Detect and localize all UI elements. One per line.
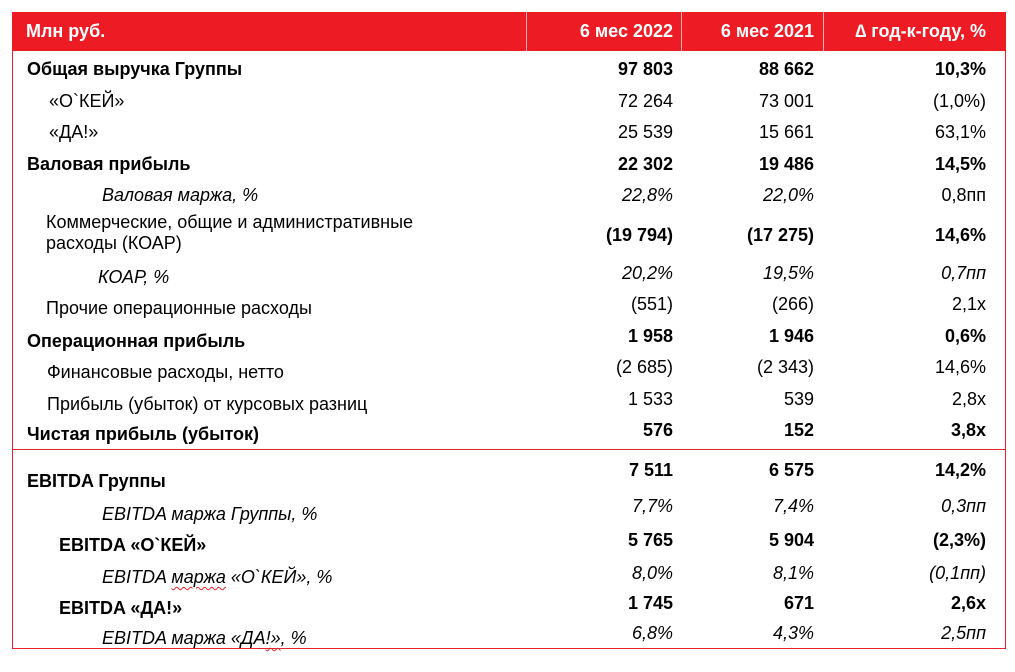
row-label: Валовая прибыль — [27, 154, 191, 174]
row-label: EBITDA Группы — [27, 471, 166, 491]
value-2021: 6 575 — [768, 460, 814, 480]
table-row — [12, 325, 1006, 349]
value-2021: 671 — [783, 593, 814, 613]
header-col-2022: 6 мес 2022 — [579, 21, 673, 41]
value-2022: (2 685) — [615, 357, 673, 377]
table-row — [12, 459, 1006, 491]
value-2021: 8,1% — [772, 563, 814, 583]
row-label: Чистая прибыль (убыток) — [27, 424, 260, 444]
table-row — [12, 58, 1006, 80]
value-2021: (2 343) — [756, 357, 814, 377]
value-change: 10,3% — [934, 59, 986, 79]
value-2021: 22,0% — [762, 185, 814, 205]
value-2022: 25 539 — [617, 122, 673, 142]
value-change: 14,2% — [934, 460, 986, 480]
table-row — [12, 592, 1006, 618]
table-row — [12, 419, 1006, 443]
value-change: 14,6% — [934, 225, 986, 245]
value-2022: 1 745 — [627, 593, 673, 613]
value-2021: 19,5% — [762, 263, 814, 283]
table-row — [12, 184, 1006, 206]
row-label: Общая выручка Группы — [27, 59, 243, 79]
value-change: 2,5пп — [941, 623, 986, 643]
section-divider — [12, 449, 1006, 450]
value-change: (2,3%) — [932, 530, 986, 550]
header-col-2021: 6 мес 2021 — [720, 21, 814, 41]
value-2022: 97 803 — [617, 59, 673, 79]
table-bottom-border — [12, 648, 1006, 649]
value-change: 2,1x — [951, 294, 986, 314]
value-2022: 5 765 — [627, 530, 673, 550]
value-change: 3,8x — [950, 420, 986, 440]
value-2021: 539 — [783, 389, 814, 409]
row-label: Коммерческие, общие и административные расходы (КОАР) — [46, 212, 414, 253]
header-separator — [526, 12, 527, 51]
value-change: 0,7пп — [941, 263, 986, 283]
value-2022: 1 533 — [627, 389, 673, 409]
table-row — [12, 293, 1006, 317]
value-2022: 576 — [642, 420, 673, 440]
row-label: Прибыль (убыток) от курсовых разниц — [47, 394, 368, 414]
value-2021: 5 904 — [768, 530, 814, 550]
value-2022: 72 264 — [617, 91, 673, 111]
value-change: 63,1% — [934, 122, 986, 142]
table-row — [12, 90, 1006, 112]
row-label: EBITDA маржа «ДА!», % — [102, 628, 307, 648]
value-2022: 22 302 — [617, 154, 673, 174]
value-2022: 8,0% — [631, 563, 673, 583]
value-2021: 15 661 — [758, 122, 814, 142]
value-change: 0,3пп — [941, 496, 986, 516]
value-change: (1,0%) — [932, 91, 986, 111]
value-2022: 22,8% — [621, 185, 673, 205]
value-change: 0,8пп — [941, 185, 986, 205]
value-2022: 7 511 — [628, 460, 673, 480]
row-label: «О`КЕЙ» — [49, 91, 125, 111]
value-2021: 1 946 — [768, 326, 814, 346]
value-2022: 7,7% — [631, 496, 673, 516]
header-label: Млн руб. — [26, 21, 106, 41]
row-label: EBITDA маржа «О`КЕЙ», % — [102, 567, 333, 587]
table-row — [12, 495, 1006, 524]
value-2022: (19 794) — [605, 225, 673, 245]
value-2021: (17 275) — [746, 225, 814, 245]
header-separator — [823, 12, 824, 51]
value-change: 2,6x — [950, 593, 986, 613]
row-label: Финансовые расходы, нетто — [47, 362, 284, 382]
value-2022: 1 958 — [627, 326, 673, 346]
row-label: Валовая маржа, % — [102, 185, 259, 205]
row-label: Прочие операционные расходы — [46, 298, 312, 318]
table-row — [12, 529, 1006, 555]
value-2022: 6,8% — [631, 623, 673, 643]
value-2022: (551) — [630, 294, 673, 314]
table-row — [12, 121, 1006, 143]
header-separator — [681, 12, 682, 51]
table-row — [12, 262, 1006, 286]
value-change: (0,1пп) — [929, 563, 986, 583]
value-change: 14,6% — [934, 357, 986, 377]
row-label: Операционная прибыль — [27, 331, 246, 351]
table-row — [12, 212, 1006, 256]
value-change: 2,8x — [951, 389, 986, 409]
table-row — [12, 153, 1006, 175]
table-row — [12, 622, 1006, 648]
row-label: EBITDA маржа Группы, % — [102, 504, 318, 524]
row-label: EBITDA «ДА!» — [59, 598, 183, 618]
table-row — [12, 356, 1006, 380]
row-label: КОАР, % — [98, 267, 170, 287]
table-row — [12, 562, 1006, 588]
table-header — [12, 12, 1006, 51]
value-2021: 88 662 — [758, 59, 814, 79]
row-label: «ДА!» — [49, 122, 99, 142]
value-change: 14,5% — [934, 154, 986, 174]
value-2022: 20,2% — [621, 263, 673, 283]
row-label: EBITDA «О`КЕЙ» — [59, 535, 207, 555]
value-2021: 152 — [783, 420, 814, 440]
header-col-change: ∆ год-к-году, % — [855, 21, 986, 41]
value-2021: 73 001 — [758, 91, 814, 111]
value-2021: 7,4% — [772, 496, 814, 516]
value-2021: (266) — [771, 294, 814, 314]
value-2021: 19 486 — [758, 154, 814, 174]
value-change: 0,6% — [944, 326, 986, 346]
table-row — [12, 388, 1006, 412]
value-2021: 4,3% — [772, 623, 814, 643]
